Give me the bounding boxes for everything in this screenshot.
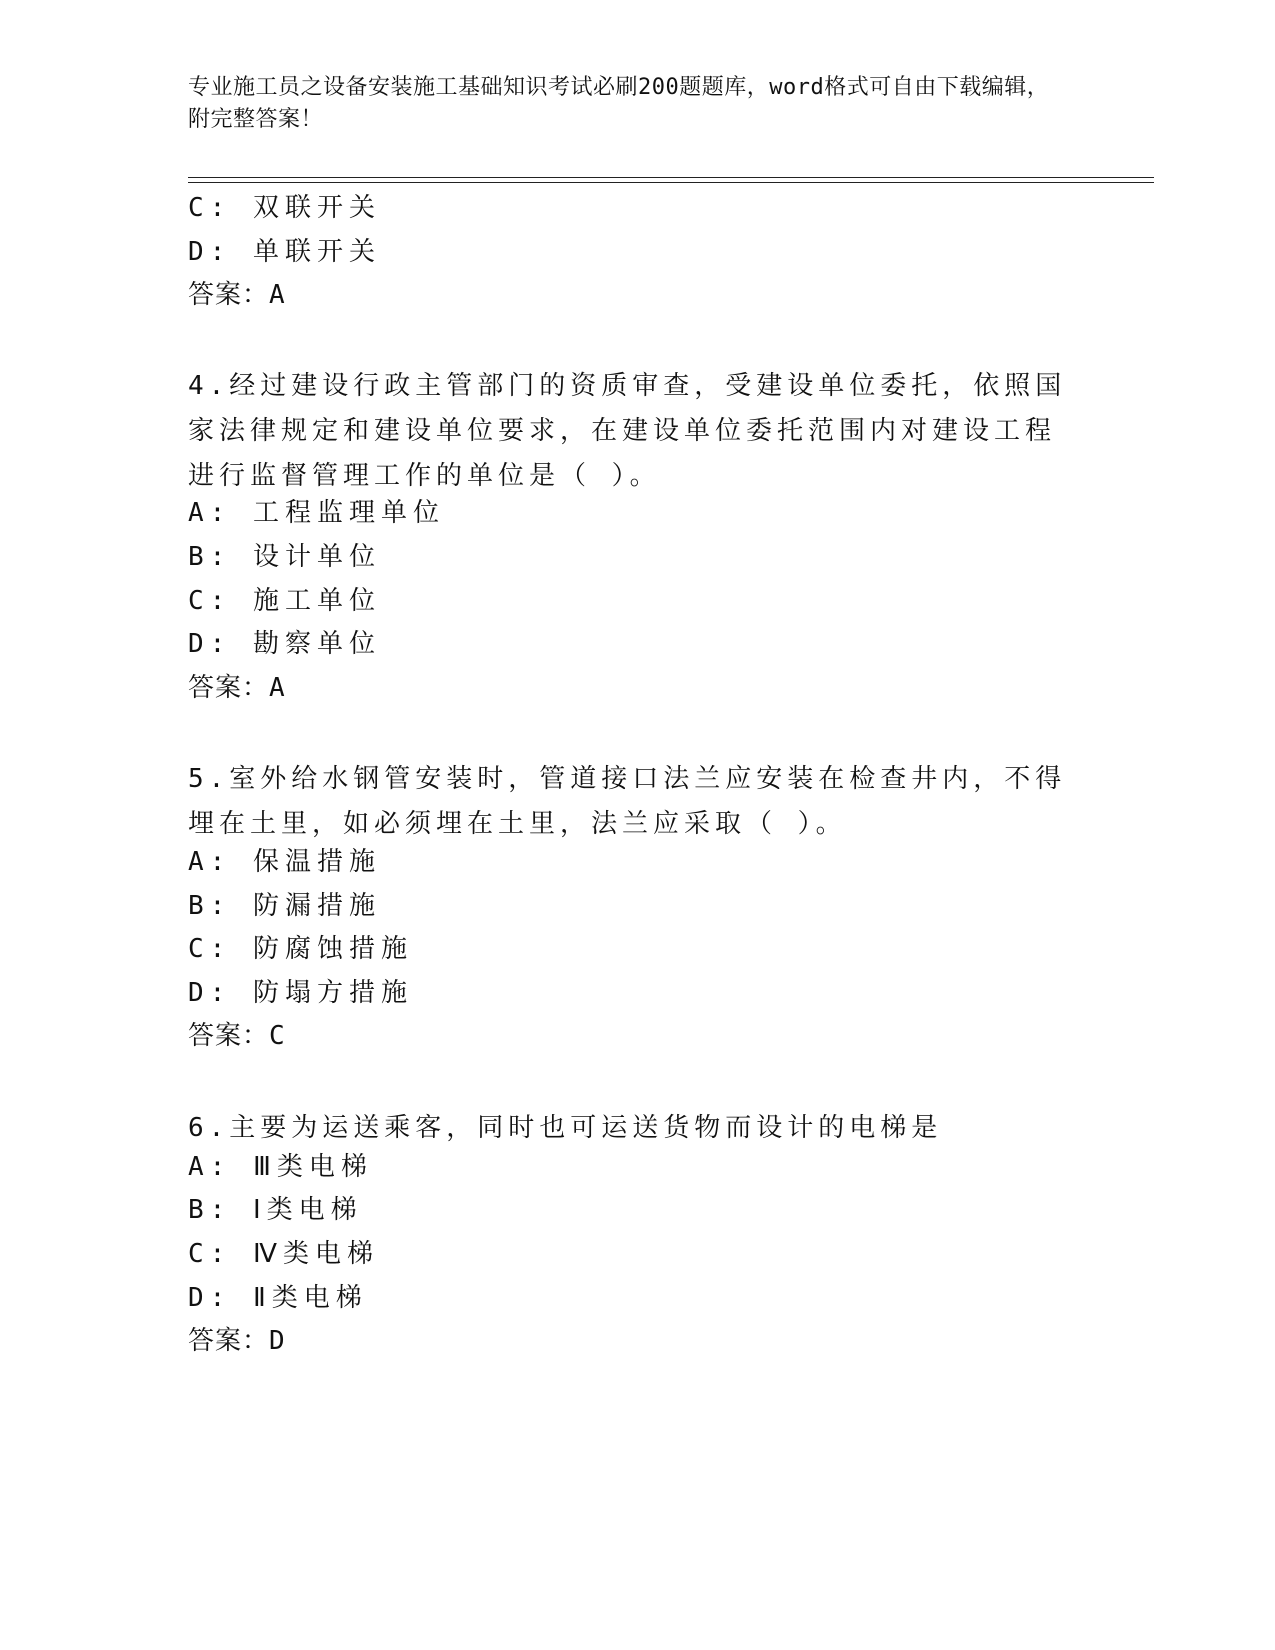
q5-option-b: B: 防漏措施 [188, 891, 381, 921]
q6-option-c: C: Ⅳ类电梯 [188, 1239, 379, 1269]
q4-option-b: B: 设计单位 [188, 542, 381, 572]
q5-answer: 答案：C [188, 1021, 286, 1051]
q4-option-a: A: 工程监理单位 [188, 498, 445, 528]
q5-option-c: C: 防腐蚀措施 [188, 934, 413, 964]
q6-option-d: D: Ⅱ类电梯 [188, 1283, 368, 1313]
q4-option-d: D: 勘察单位 [188, 629, 381, 659]
q5-stem: 5.室外给水钢管安装时，管道接口法兰应安装在检查井内，不得埋在土里，如必须埋在土里，法兰应采取（ ）。 [188, 764, 1067, 839]
q6-option-b: B: Ⅰ类电梯 [188, 1195, 363, 1225]
q6-option-a: A: Ⅲ类电梯 [188, 1152, 373, 1182]
q3-answer: 答案：A [188, 280, 286, 310]
q4-answer: 答案：A [188, 673, 286, 703]
q6-answer: 答案：D [188, 1326, 286, 1356]
q5-option-d: D: 防塌方措施 [188, 978, 413, 1008]
q5-option-a: A: 保温措施 [188, 847, 381, 877]
header-divider-bottom [188, 182, 1154, 183]
document-header: 专业施工员之设备安装施工基础知识考试必刷200题题库，word格式可自由下载编辑，附完整答案！ [188, 75, 1050, 132]
q6-stem: 6.主要为运送乘客，同时也可运送货物而设计的电梯是 [188, 1113, 943, 1143]
q4-option-c: C: 施工单位 [188, 586, 381, 616]
header-divider-top [188, 177, 1154, 178]
q3-option-d: D: 单联开关 [188, 237, 381, 267]
q4-stem: 4.经过建设行政主管部门的资质审查，受建设单位委托，依照国家法律规定和建设单位要求，在建设单位委托范围内对建设工程进行监督管理工作的单位是（ ）。 [188, 371, 1067, 491]
q3-option-c: C: 双联开关 [188, 193, 381, 223]
